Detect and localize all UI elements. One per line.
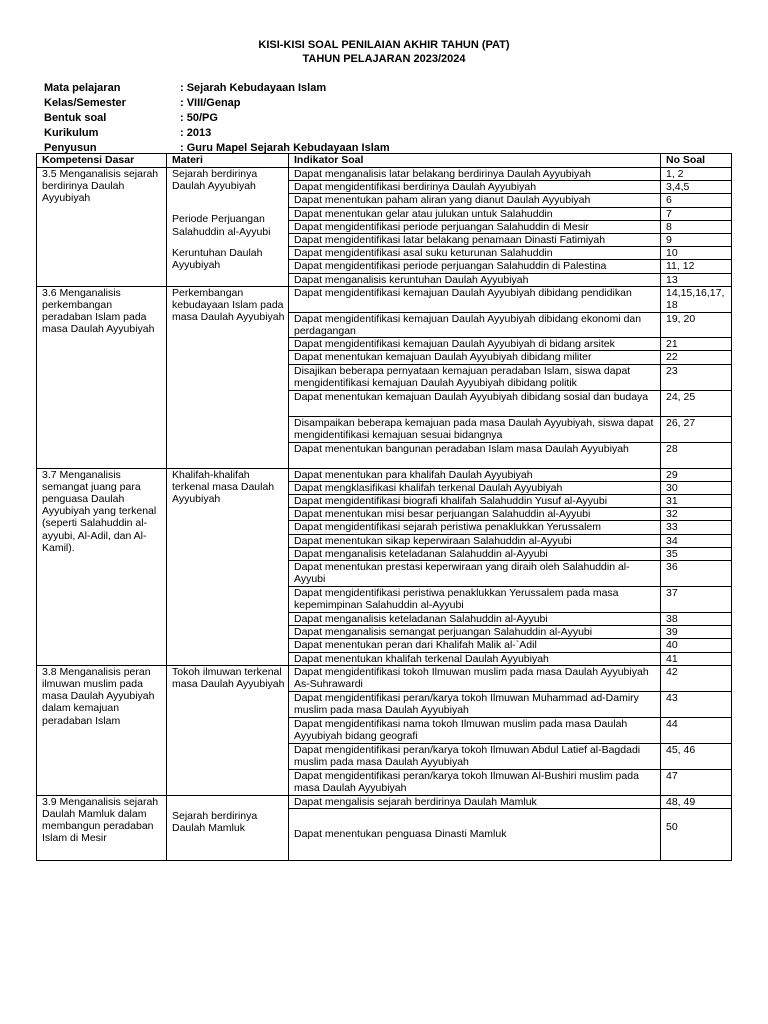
meta-label: Bentuk soal [44,112,107,124]
materi-cell [167,468,289,665]
meta-label: Kurikulum [44,127,99,139]
document-title: KISI-KISI SOAL PENILAIAN AKHIR TAHUN (PAT) [258,39,510,51]
no-soal-cell: 32 [661,508,732,521]
header-materi: Materi [167,154,289,168]
indikator-soal-cell: Dapat mengidentifikasi peran/karya tokoh Ilmuwan Muhammad ad-Damiry muslim pada masa Daulah Ayyubiyah [289,691,661,717]
materi-cell [167,168,289,287]
no-soal-cell: 39 [661,626,732,639]
indikator-soal-cell: Dapat mengidentifikasi kemajuan Daulah Ayyubiyah di bidang arsitek [289,338,661,351]
kompetensi-dasar-cell: 3.9 Menganalisis sejarah Daulah Mamluk dalam membangun peradaban Islam di Mesir [37,795,167,860]
indikator-soal-cell: Dapat menganalisis keteladanan Salahuddin al-Ayyubi [289,547,661,560]
document-meta [44,81,390,156]
no-soal-cell: 11, 12 [661,260,732,273]
indikator-soal-cell: Dapat mengidentifikasi peran/karya tokoh Ilmuwan Abdul Latief al-Bagdadi muslim pada masa Daulah Ayyubiyah [289,743,661,769]
kompetensi-dasar-cell: 3.6 Menganalisis perkembangan peradaban Islam pada masa Daulah Ayyubiyah [37,286,167,468]
indikator-soal-cell: Dapat menentukan bangunan peradaban Islam masa Daulah Ayyubiyah [289,442,661,468]
no-soal-cell: 31 [661,495,732,508]
materi-text: Periode Perjuangan Salahuddin al-Ayyubi [172,213,271,238]
indikator-soal-cell: Disajikan beberapa pernyataan kemajuan peradaban Islam, siswa dapat mengidentifikasi kemajuan Daulah Ayyubiyah dibidang politik [289,364,661,390]
no-soal-cell: 47 [661,769,732,795]
no-soal-cell: 13 [661,273,732,286]
meta-label: Penyusun [44,142,97,154]
materi-cell [167,665,289,795]
kompetensi-dasar-cell: 3.7 Menganalisis semangat juang para penguasa Daulah Ayyubiyah yang terkenal (seperti Salahuddin al-ayyubi, Al-Adil, dan Al-Kamil). [37,468,167,665]
document-subtitle: TAHUN PELAJARAN 2023/2024 [302,53,466,65]
materi-text: Sejarah berdirinya Daulah Ayyubiyah [172,168,258,193]
meta-label: Mata pelajaran [44,82,121,94]
no-soal-cell: 44 [661,717,732,743]
kompetensi-dasar-cell: 3.5 Menganalisis sejarah berdirinya Daulah Ayyubiyah [37,168,167,287]
indikator-soal-cell: Dapat mengidentifikasi periode perjuangan Salahuddin di Mesir [289,220,661,233]
no-soal-cell: 1, 2 [661,168,732,181]
no-soal-cell: 45, 46 [661,743,732,769]
indikator-soal-cell: Dapat mengidentifikasi berdirinya Daulah Ayyubiyah [289,181,661,194]
no-soal-cell: 22 [661,351,732,364]
meta-value: : VIII/Genap [180,97,241,109]
indikator-soal-cell: Dapat menentukan penguasa Dinasti Mamluk [289,809,661,861]
indikator-soal-cell: Dapat menganalisis semangat perjuangan Salahuddin al-Ayyubi [289,626,661,639]
indikator-soal-cell: Dapat mengalisis sejarah berdirinya Daulah Mamluk [289,795,661,808]
table-row [37,795,732,808]
no-soal-cell: 42 [661,665,732,691]
meta-value: : Sejarah Kebudayaan Islam [180,82,327,94]
table-row [37,286,732,312]
indikator-soal-cell: Dapat menentukan sikap keperwiraan Salahuddin al-Ayyubi [289,534,661,547]
no-soal-cell: 43 [661,691,732,717]
no-soal-cell: 50 [661,809,732,861]
materi-text: Tokoh ilmuwan terkenal masa Daulah Ayyubiyah [172,665,285,691]
table-row [37,665,732,691]
indikator-soal-cell: Dapat menentukan peran dari Khalifah Malik al-`Adil [289,639,661,652]
indikator-soal-cell: Dapat menentukan misi besar perjuangan Salahuddin al-Ayyubi [289,508,661,521]
no-soal-cell: 37 [661,587,732,613]
indikator-soal-cell: Dapat mengidentifikasi biografi khalifah Salahuddin Yusuf al-Ayyubi [289,495,661,508]
indikator-soal-cell: Dapat mengidentifikasi peristiwa penaklukkan Yerussalem pada masa kepemimpinan Salahuddin al-Ayyubi [289,587,661,613]
no-soal-cell: 30 [661,481,732,494]
indikator-soal-cell: Dapat menentukan kemajuan Daulah Ayyubiyah dibidang militer [289,351,661,364]
meta-label: Kelas/Semester [44,97,126,109]
indikator-soal-cell: Dapat mengidentifikasi sejarah peristiwa penaklukkan Yerussalem [289,521,661,534]
table-body [37,168,732,861]
materi-text: Khalifah-khalifah terkenal masa Daulah Ayyubiyah [172,468,275,506]
header-kompetensi-dasar: Kompetensi Dasar [37,154,167,168]
indikator-soal-cell: Dapat menganalisis latar belakang berdirinya Daulah Ayyubiyah [289,168,661,181]
materi-cell [167,286,289,468]
indikator-soal-cell: Disampaikan beberapa kemajuan pada masa Daulah Ayyubiyah, siswa dapat mengidentifikasi kemajuan sesuai bidangnya [289,416,661,442]
indikator-soal-cell: Dapat mengidentifikasi periode perjuangan Salahuddin di Palestina [289,260,661,273]
indikator-soal-cell: Dapat menganalisis keteladanan Salahuddin al-Ayyubi [289,613,661,626]
no-soal-cell: 38 [661,613,732,626]
table-row [37,168,732,181]
no-soal-cell: 23 [661,364,732,390]
meta-value: : 50/PG [180,112,218,124]
indikator-soal-cell: Dapat mengidentifikasi kemajuan Daulah Ayyubiyah dibidang ekonomi dan perdagangan [289,312,661,337]
meta-value: : Guru Mapel Sejarah Kebudayaan Islam [180,142,390,154]
no-soal-cell: 34 [661,534,732,547]
no-soal-cell: 33 [661,521,732,534]
indikator-soal-cell: Dapat mengidentifikasi nama tokoh Ilmuwan muslim pada masa Daulah Ayyubiyah bidang geografi [289,717,661,743]
indikator-soal-cell: Dapat menentukan khalifah terkenal Daulah Ayyubiyah [289,652,661,665]
indikator-soal-cell: Dapat mengidentifikasi peran/karya tokoh Ilmuwan Al-Bushiri muslim pada masa Daulah Ayyubiyah [289,769,661,795]
no-soal-cell: 26, 27 [661,416,732,442]
table-header-row [37,154,732,168]
no-soal-cell: 14,15,16,17,18 [661,286,732,312]
table-row [37,468,732,481]
indikator-soal-cell: Dapat menentukan prestasi keperwiraan yang diraih oleh Salahuddin al-Ayyubi [289,561,661,587]
kompetensi-dasar-cell: 3.8 Menganalisis peran ilmuwan muslim pada masa Daulah Ayyubiyah dalam kemajuan peradaban Islam [37,665,167,795]
indikator-soal-cell: Dapat mengklasifikasi khalifah terkenal Daulah Ayyubiyah [289,481,661,494]
no-soal-cell: 9 [661,234,732,247]
no-soal-cell: 29 [661,468,732,481]
indikator-soal-cell: Dapat menentukan paham aliran yang dianut Daulah Ayyubiyah [289,194,661,207]
indikator-soal-cell: Dapat mengidentifikasi tokoh Ilmuwan muslim pada masa Daulah Ayyubiyah As-Suhrawardi [289,665,661,691]
no-soal-cell: 36 [661,561,732,587]
indikator-soal-cell: Dapat mengidentifikasi latar belakang penamaan Dinasti Fatimiyah [289,234,661,247]
materi-cell [167,795,289,860]
meta-row-kelas-semester [44,96,390,111]
no-soal-cell: 8 [661,220,732,233]
meta-value: : 2013 [180,127,212,139]
indikator-soal-cell: Dapat menentukan kemajuan Daulah Ayyubiyah dibidang sosial dan budaya [289,390,661,416]
header-no-soal: No Soal [661,154,732,168]
indikator-soal-cell: Dapat menganalisis keruntuhan Daulah Ayyubiyah [289,273,661,286]
no-soal-cell: 21 [661,338,732,351]
indikator-soal-cell: Dapat mengidentifikasi asal suku keturunan Salahuddin [289,247,661,260]
no-soal-cell: 10 [661,247,732,260]
no-soal-cell: 6 [661,194,732,207]
indikator-soal-cell: Dapat mengidentifikasi kemajuan Daulah Ayyubiyah dibidang pendidikan [289,286,661,312]
indikator-soal-cell: Dapat menentukan para khalifah Daulah Ayyubiyah [289,468,661,481]
no-soal-cell: 19, 20 [661,312,732,337]
no-soal-cell: 24, 25 [661,390,732,416]
no-soal-cell: 35 [661,547,732,560]
kisi-kisi-table [36,153,732,861]
no-soal-cell: 40 [661,639,732,652]
materi-text: Perkembangan kebudayaan Islam pada masa Daulah Ayyubiyah [172,286,285,324]
no-soal-cell: 28 [661,442,732,468]
no-soal-cell: 7 [661,207,732,220]
indikator-soal-cell: Dapat menentukan gelar atau julukan untuk Salahuddin [289,207,661,220]
no-soal-cell: 3,4,5 [661,181,732,194]
no-soal-cell: 41 [661,652,732,665]
materi-text: Sejarah berdirinya Daulah Mamluk [172,809,258,835]
header-indikator-soal: Indikator Soal [289,154,661,168]
no-soal-cell: 48, 49 [661,795,732,808]
meta-row-mata-pelajaran [44,81,390,96]
meta-row-bentuk-soal [44,111,390,126]
meta-row-kurikulum [44,126,390,141]
materi-text: Keruntuhan Daulah Ayyubiyah [172,246,263,272]
